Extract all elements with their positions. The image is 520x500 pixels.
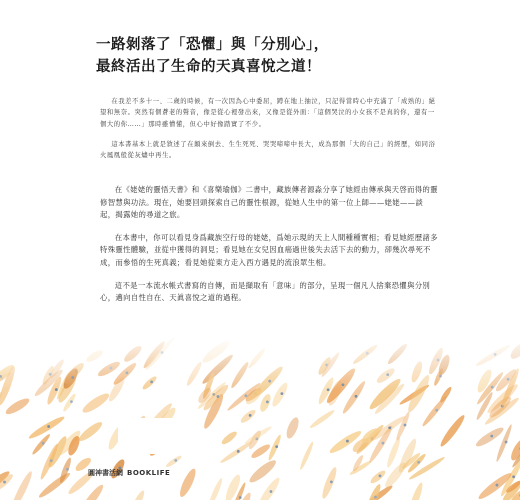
barcode-placeholder — [118, 418, 202, 454]
description-body — [100, 184, 438, 315]
headline — [96, 34, 436, 78]
publisher-name: 圓神書活網 — [88, 469, 123, 477]
preface-paragraph: 這本書基本上就是敘述了在顛來倒去、生生死死、哭哭啼啼中長大，成為那個「大的自己」的經歷，如同浴火鳳凰般從灰燼中再生。 — [100, 140, 436, 160]
publisher-imprint — [88, 468, 170, 478]
headline-line-1: 一路剝落了「恐懼」與「分別心」， — [96, 37, 329, 53]
headline-line-2: 最終活出了生命的天真喜悅之道！ — [96, 59, 321, 75]
body-paragraph: 在本書中，你可以看見身爲藏族空行母的姥姥，爲她示現的天上人間種種實相；看見她經歷諸多特殊靈性體驗，並從中獲得的洞見；看見她在女兒因血癌過世後失去活下去的動力，卻幾次尋死不成，而參悟的生死真義；看見她從東方走入西方遇見的流浪眾生相。 — [100, 232, 438, 267]
author-preface — [100, 96, 438, 170]
preface-paragraph: 在我差不多十一、二歲的時候，有一次因為心中委屈，蹲在地上抽泣，只記得當時心中充滿了「成熟的」絕望和無奈。突然有個蒼老的聲音，像是從心裡發出來，又像是從外面：「這個哭泣的小女孩不是真的你，還有一個大的你……」那時雖懵懂，但心中好像踏實了不少。 — [100, 98, 436, 128]
publisher-brand: BOOKLIFE — [127, 469, 171, 477]
body-paragraph: 在《姥姥的靈悟天書》和《喜樂瑜伽》二書中，藏族傳者源淼分享了她經由傳承與天啓而得的靈修智慧與功法。現在，她要回頭探索自己的靈性根源，從她人生中的第一位上師——姥姥——談起，揭露她的尋道之旅。 — [100, 185, 438, 220]
watercolor-feather-artwork — [0, 330, 520, 500]
body-paragraph: 這不是一本流水帳式書寫的自傳，而是擷取有「意味」的部分，呈現一個凡人捨棄恐懼與分別心，邁向自性自在、天眞喜悅之道的過程。 — [100, 280, 431, 303]
